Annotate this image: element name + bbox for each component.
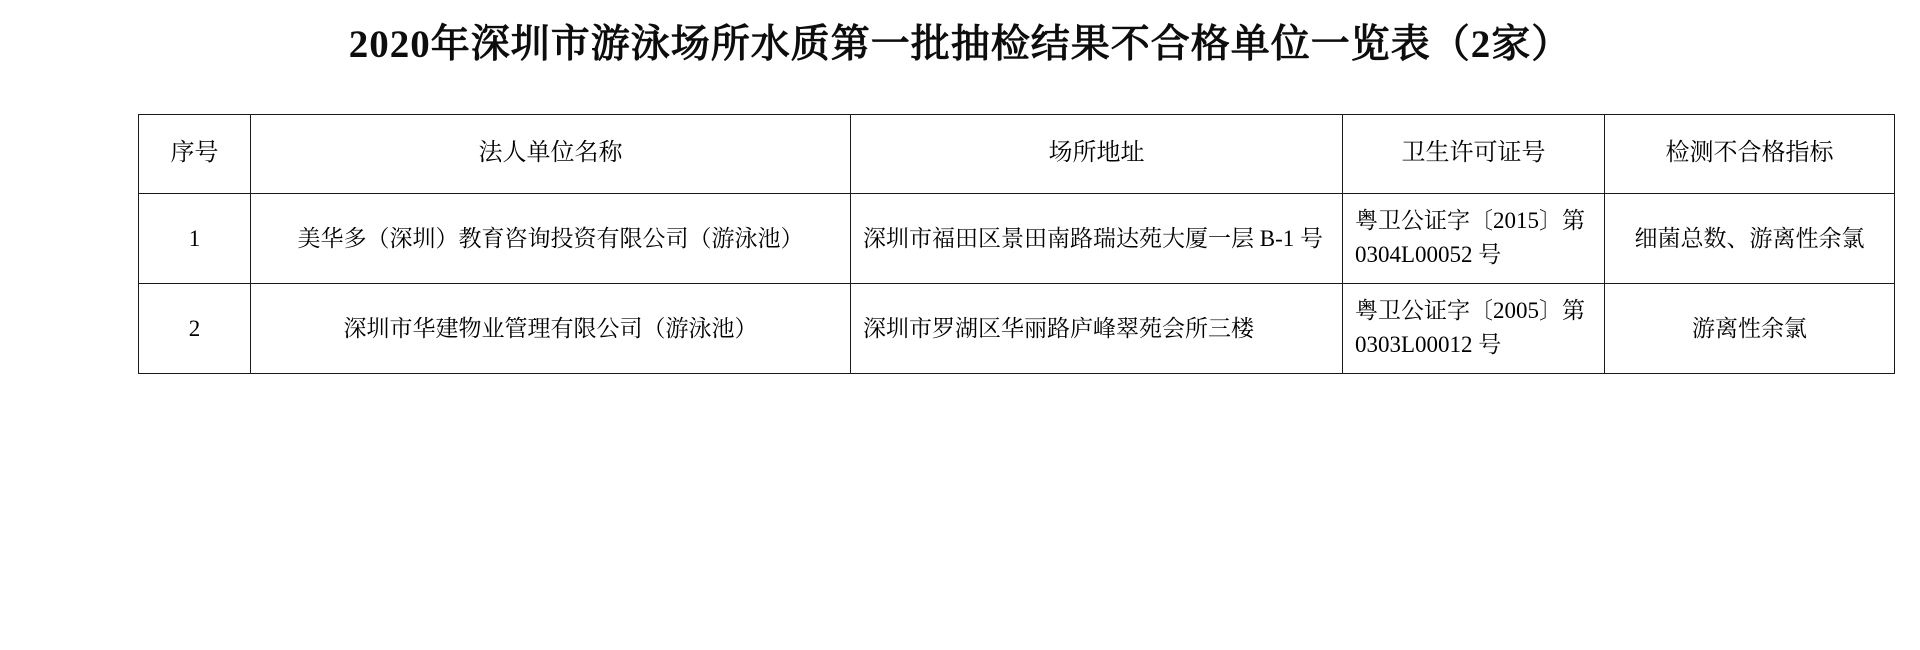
cell-name: 深圳市华建物业管理有限公司（游泳池） — [251, 283, 851, 373]
cell-name: 美华多（深圳）教育咨询投资有限公司（游泳池） — [251, 193, 851, 283]
column-header-item: 检测不合格指标 — [1605, 114, 1895, 193]
column-header-name: 法人单位名称 — [251, 114, 851, 193]
table-header — [139, 114, 1895, 193]
cell-address: 深圳市罗湖区华丽路庐峰翠苑会所三楼 — [851, 283, 1343, 373]
cell-no: 1 — [139, 193, 251, 283]
cell-item: 游离性余氯 — [1605, 283, 1895, 373]
cell-license: 粤卫公证字〔2015〕第 0304L00052 号 — [1343, 193, 1605, 283]
cell-item: 细菌总数、游离性余氯 — [1605, 193, 1895, 283]
column-header-license: 卫生许可证号 — [1343, 114, 1605, 193]
table-header-row — [139, 114, 1895, 193]
page-title: 2020年深圳市游泳场所水质第一批抽检结果不合格单位一览表（2家） — [348, 23, 1572, 66]
table-container — [60, 69, 1865, 374]
table-body — [139, 193, 1895, 373]
unqualified-units-table — [138, 114, 1895, 374]
cell-address: 深圳市福田区景田南路瑞达苑大厦一层 B-1 号 — [851, 193, 1343, 283]
column-header-no: 序号 — [139, 114, 251, 193]
column-header-address: 场所地址 — [851, 114, 1343, 193]
cell-no: 2 — [139, 283, 251, 373]
table-row — [139, 193, 1895, 283]
cell-license: 粤卫公证字〔2005〕第 0303L00012 号 — [1343, 283, 1605, 373]
table-row — [139, 283, 1895, 373]
